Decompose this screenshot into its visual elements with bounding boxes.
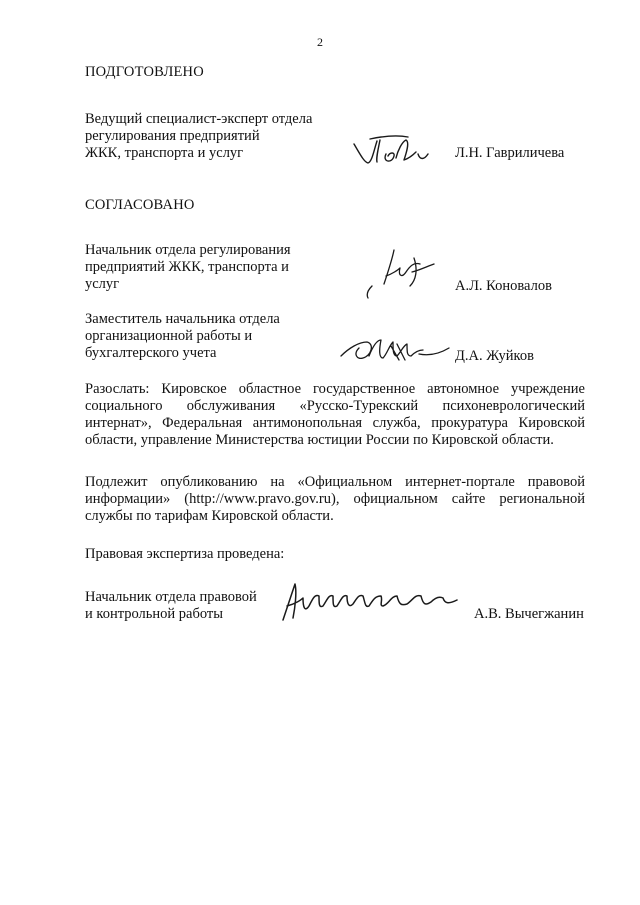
signer-name: Д.А. Жуйков [455, 348, 534, 364]
position-line: Заместитель начальника отдела [85, 311, 280, 327]
position-line: регулирования предприятий [85, 128, 260, 144]
signature-zhuykov [335, 330, 453, 370]
position-line: услуг [85, 276, 120, 292]
position-line: Начальник отдела регулирования [85, 242, 291, 258]
prepared-position [85, 111, 312, 162]
signature-gavrilicheva [350, 132, 440, 172]
position-line: организационной работы и [85, 328, 253, 344]
signer-position [85, 242, 291, 293]
position-line: Ведущий специалист-эксперт отдела [85, 111, 313, 127]
legal-review-position [85, 589, 257, 623]
position-line: бухгалтерского учета [85, 345, 217, 361]
page-number: 2 [317, 35, 323, 49]
prepared-name: Л.Н. Гавриличева [455, 145, 565, 161]
distribution-list: Разослать: Кировское областное государственное автономное учреждение социального обслуживания «Русско-Турекский психоневрологический интернат», Федеральная антимонопольная служба, прокуратура Кировской области, управление Министерства юстиции России по Кировской области. [85, 381, 585, 448]
signer-name: А.Л. Коновалов [455, 278, 552, 294]
position-line: предприятий ЖКК, транспорта и [85, 259, 289, 275]
prepared-heading: ПОДГОТОВЛЕНО [85, 64, 204, 80]
publication-note: Подлежит опубликованию на «Официальном интернет-портале правовой информации» (http://www.pravo.gov.ru), официальном сайте региональной службы по тарифам Кировской области. [85, 474, 585, 524]
signature-vychegzhanin [273, 578, 463, 626]
position-line: Начальник отдела правовой [85, 589, 257, 605]
signer-position [85, 311, 280, 362]
legal-review-name: А.В. Вычегжанин [474, 606, 584, 622]
position-line: ЖКК, транспорта и услуг [85, 145, 244, 161]
legal-review-statement: Правовая экспертиза проведена: [85, 546, 285, 562]
signature-konovalov [362, 246, 442, 304]
position-line: и контрольной работы [85, 606, 223, 622]
agreed-heading: СОГЛАСОВАНО [85, 197, 195, 213]
